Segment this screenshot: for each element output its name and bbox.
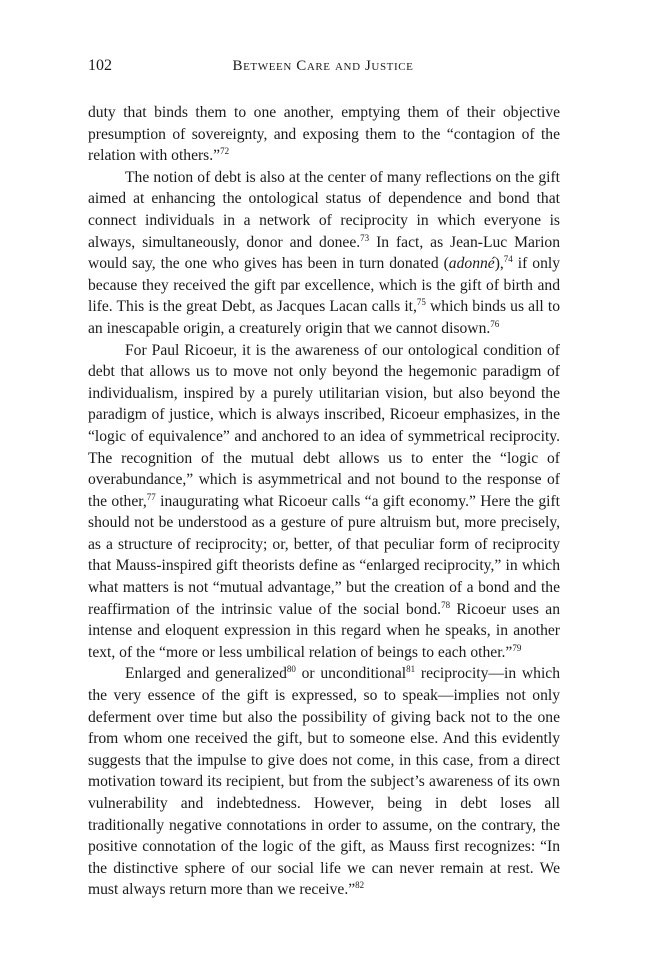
page-number: 102: [88, 57, 112, 74]
footnote-marker: 76: [490, 318, 500, 329]
body-text: [88, 102, 560, 901]
running-head: Between Care and Justice: [232, 58, 414, 74]
text-run: if only because they received the gift par excellence, which is the gift of birth and life. This is the great Debt, as Jacques Lacan calls it,: [88, 255, 561, 316]
italic-text: adonné: [448, 255, 495, 273]
footnote-marker: 77: [146, 491, 156, 502]
text-run: ),: [494, 255, 504, 273]
footnote-marker: 74: [503, 254, 513, 265]
footnote-marker: 79: [512, 642, 522, 653]
footnote-marker: 82: [355, 880, 365, 891]
text-run: reciprocity—in which the very essence of the gift is expressed, so to speak—implies not only deferment over time but also the possibility of giving back not to the one from whom one received the gift, but to someone else. And this evidently suggests that the impulse to give does not come, in this case, from a direct motivation toward its recipient, but from the subject’s awareness of its own vulnerability and indebtedness. However, being in debt loses all traditionally negative connotations in order to assume, on the contrary, the positive connotation of the logic of the gift, as Mauss first recognizes: “In the distinctive sphere of our social life we can never remain at rest. We must always return more than we receive.”: [88, 665, 560, 899]
paragraph: [88, 167, 560, 340]
page-header: [88, 57, 558, 81]
paragraph: [88, 663, 560, 901]
text-run: inaugurating what Ricoeur calls “a gift economy.” Here the gift should not be understood as a gesture of pure altruism but, more precisely, as a structure of reciprocity; or, better, of that peculiar form of reciprocity that Mauss-inspired gift theorists define as “enlarged reciprocity,” in which what matters is not “mutual advantage,” but the creation of a bond and the reaffirmation of the intrinsic value of the social bond.: [88, 492, 561, 618]
footnote-marker: 81: [406, 664, 416, 675]
footnote-marker: 75: [416, 297, 426, 308]
text-run: duty that binds them to one another, emptying them of their objective presumption of sovereignty, and exposing them to the “contagion of the relation with others.”: [88, 104, 560, 165]
text-run: or unconditional: [295, 665, 407, 683]
text-run: The notion of debt is also at the center of many reflections on the gift aimed at enhancing the ontological status of dependence and bond that connect individuals in a network of reciprocity in which everyone is always, simultaneously, donor and donee.: [88, 168, 560, 251]
paragraph: [88, 340, 560, 664]
text-run: For Paul Ricoeur, it is the awareness of our ontological condition of debt that allows us to move not only beyond the hegemonic paradigm of individualism, inspired by a purely utilitarian vision, but also beyond the paradigm of justice, which is always inscribed, Ricoeur emphasizes, in the “logic of equivalence” and anchored to an idea of symmetrical reciprocity. The recognition of the mutual debt allows us to enter the “logic of overabundance,” which is asymmetrical and not bound to the response of the other,: [88, 341, 560, 510]
footnote-marker: 80: [286, 664, 296, 675]
footnote-marker: 78: [441, 599, 451, 610]
footnote-marker: 72: [220, 146, 230, 157]
text-run: Enlarged and generalized: [125, 665, 287, 683]
text-run: Ricoeur uses an intense and eloquent expression in this regard when he speaks, in another text, of the “more or less umbilical relation of beings to each other.”: [88, 600, 560, 661]
text-run: In fact, as Jean-Luc Marion would say, the one who gives has been in turn donated (: [88, 233, 560, 273]
paragraph: [88, 102, 560, 167]
footnote-marker: 73: [360, 232, 370, 243]
text-run: which binds us all to an inescapable origin, a creaturely origin that we cannot disown.: [88, 298, 560, 337]
